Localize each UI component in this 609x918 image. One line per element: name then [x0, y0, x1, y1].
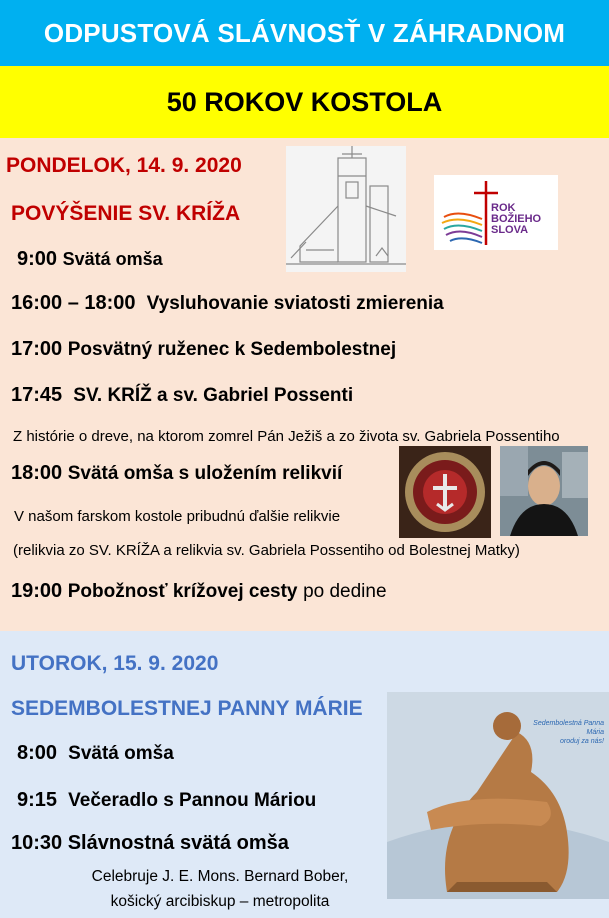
item-note: V našom farskom kostole pribudnú ďalšie relikvie: [14, 508, 341, 525]
pieta-caption-line-2: oroduj za nás!: [560, 738, 604, 745]
schedule-item: [11, 832, 289, 855]
item-time: 17:45: [11, 384, 63, 406]
celebrant-line-2: košický arcibiskup – metropolita: [110, 893, 330, 910]
item-text: Vysluhovanie sviatosti zmierenia: [146, 293, 444, 314]
page-subtitle: 50 ROKOV KOSTOLA: [166, 86, 443, 117]
schedule-item: [11, 462, 342, 485]
schedule-item: [17, 789, 316, 812]
pieta-caption: [526, 719, 604, 746]
logo-line-3: SLOVA: [491, 224, 529, 236]
schedule-item: [17, 742, 174, 765]
item-text: Svätá omša: [68, 743, 174, 764]
item-text: Svätá omša s uložením relikvií: [67, 463, 343, 484]
item-text: SV. KRÍŽ a sv. Gabriel Possenti: [73, 385, 354, 406]
tuesday-feast: SEDEMBOLESTNEJ PANNY MÁRIE: [11, 697, 363, 720]
church-sketch-image: [286, 146, 406, 272]
schedule-item: [17, 248, 163, 271]
item-note: Z histórie o dreve, na ktorom zomrel Pán Ježiš a zo života sv. Gabriela Possentiho: [13, 428, 560, 445]
item-text: Posvätný ruženec k Sedembolestnej: [67, 339, 397, 360]
item-time: 9:00: [17, 248, 58, 270]
item-time: 16:00 – 18:00: [11, 292, 136, 314]
item-time: 10:30: [11, 832, 63, 854]
pieta-caption-line-1: Sedembolestná Panna Mária: [533, 720, 604, 736]
subtitle-banner: [0, 66, 609, 138]
monday-feast: POVÝŠENIE SV. KRÍŽA: [11, 202, 241, 225]
logo-text: [491, 203, 541, 236]
item-text: Večeradlo s Pannou Máriou: [68, 790, 317, 811]
schedule-item: [11, 292, 444, 315]
relic-reliquary-image: [399, 446, 491, 538]
item-text: Svätá omša: [62, 249, 163, 269]
logo-line-2: BOŽIEHO: [491, 213, 542, 225]
item-suffix: po dedine: [303, 581, 387, 602]
item-time: 17:00: [11, 338, 63, 360]
item-time: 8:00: [17, 742, 58, 764]
item-time: 19:00: [11, 580, 63, 602]
item-text: Pobožnosť krížovej cesty: [67, 581, 298, 602]
item-text: Slávnostná svätá omša: [67, 832, 289, 854]
schedule-item: [11, 384, 353, 407]
tuesday-date: UTOROK, 15. 9. 2020: [11, 652, 219, 675]
page-title: ODPUSTOVÁ SLÁVNOSŤ V ZÁHRADNOM: [43, 17, 566, 48]
celebrant-line-1: Celebruje J. E. Mons. Bernard Bober,: [91, 868, 349, 885]
item-time: 9:15: [17, 789, 58, 811]
schedule-item: [11, 580, 387, 603]
item-time: 18:00: [11, 462, 63, 484]
item-note: (relikvia zo SV. KRÍŽA a relikvia sv. Gabriela Possentiho od Bolestnej Matky): [13, 542, 520, 559]
schedule-item: [11, 338, 396, 361]
title-banner: [0, 0, 609, 66]
saint-gabriel-portrait-image: [500, 446, 588, 536]
monday-date: PONDELOK, 14. 9. 2020: [6, 154, 242, 177]
logo-line-1: ROK: [491, 202, 516, 214]
